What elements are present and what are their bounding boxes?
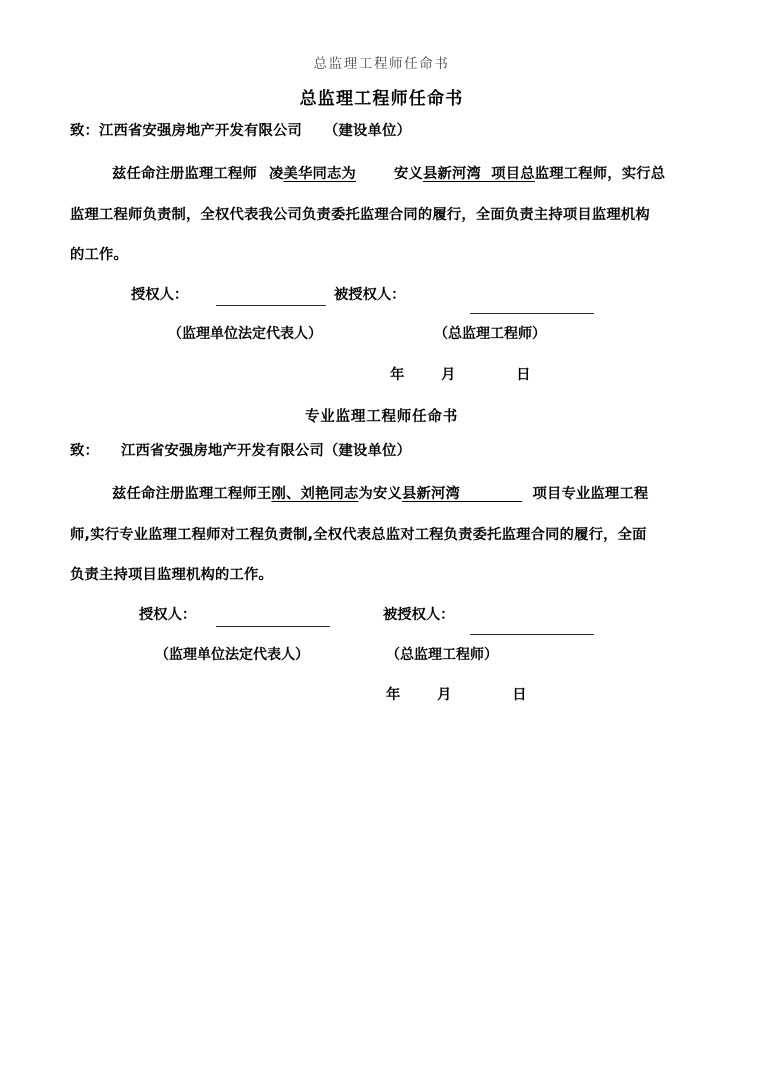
- running-header: 总监理工程师任命书: [313, 56, 450, 72]
- section-two-caption-right: （总监理工程师）: [386, 647, 498, 663]
- section-one-authorizer-signature-rule[interactable]: [216, 305, 326, 306]
- page-title: 总监理工程师任命书: [299, 89, 464, 109]
- section-two-title: 专业监理工程师任命书: [305, 409, 458, 425]
- appoint-suffix: 监理工程师，实行总: [534, 166, 666, 182]
- appointee-name-fill: 刚、刘艳同志: [271, 486, 359, 502]
- project-name-fill-blank: [460, 486, 522, 502]
- section-one-date-line: 年 月 日: [390, 367, 532, 383]
- section-one-addressee-line: [70, 124, 411, 138]
- section-two-addressee-line: [70, 444, 411, 458]
- section-two-body-line-1: [70, 487, 648, 501]
- section-two-authorizee-label: 被授权人：: [383, 607, 455, 623]
- appoint-suffix: 项目专业监理工程: [522, 486, 649, 502]
- project-prefix: 安义: [393, 166, 423, 182]
- section-two-date-line: 年 月 日: [386, 687, 528, 703]
- section-one-authorizee-label: 被授权人：: [334, 287, 406, 303]
- section-two-authorizee-signature-rule[interactable]: [470, 634, 594, 635]
- section-two-authorizer-signature-rule[interactable]: [216, 626, 330, 627]
- section-one-body-line-1: [70, 167, 665, 181]
- appoint-prefix: 兹任命注册监理工程师: [112, 166, 257, 182]
- addressee-company: 江西省安强房地产开发有限公司（建设单位）: [121, 443, 411, 459]
- addressee-role: （建设单位）: [323, 123, 411, 139]
- section-two-body-line-3: 负责主持项目监理机构的工作。: [70, 567, 273, 583]
- project-name-fill: 县新河湾 项目总: [422, 166, 535, 182]
- appointee-surname: 凌: [268, 166, 284, 182]
- addressee-prefix: 致：: [70, 123, 99, 139]
- section-two-body-line-2: 师,实行专业监理工程师对工程负责制,全权代表总监对工程负责委托监理合同的履行，全面: [70, 527, 647, 543]
- section-one-body-line-3: 的工作。: [70, 247, 128, 263]
- appointee-name-fill: 美华同志为: [283, 166, 356, 182]
- addressee-prefix: 致：: [70, 443, 99, 459]
- for-connector: 为安义: [358, 486, 402, 502]
- section-one-caption-right: （总监理工程师）: [434, 326, 546, 342]
- appoint-prefix: 兹任命注册监理工程师王: [112, 486, 272, 502]
- project-name-fill: 县新河湾: [401, 486, 460, 502]
- section-one-authorizer-label: 授权人：: [131, 287, 189, 303]
- section-one-body-line-2: 监理工程师负责制，全权代表我公司负责委托监理合同的履行，全面负责主持项目监理机构: [70, 207, 650, 223]
- section-two-authorizer-label: 授权人：: [139, 607, 197, 623]
- section-one-caption-left: （监理单位法定代表人）: [168, 326, 322, 342]
- section-one-authorizee-signature-rule[interactable]: [470, 313, 594, 314]
- addressee-company: 江西省安强房地产开发有限公司: [99, 123, 302, 139]
- section-two-caption-left: （监理单位法定代表人）: [155, 647, 309, 663]
